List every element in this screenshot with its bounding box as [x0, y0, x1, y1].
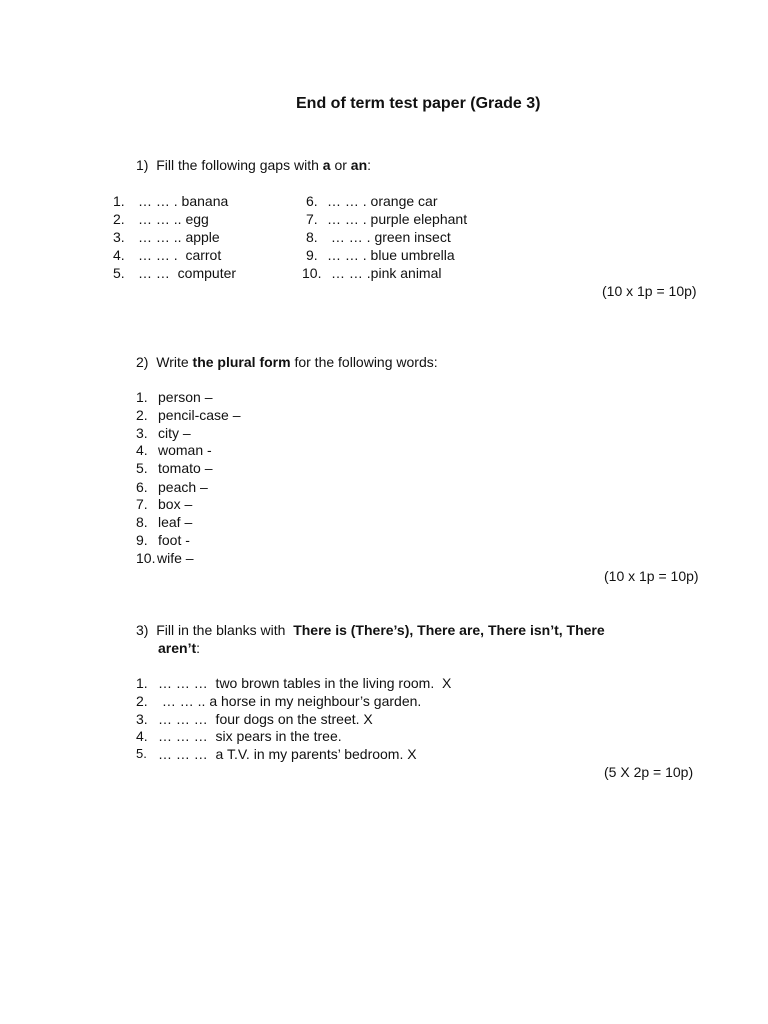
item-text: pencil-case –: [158, 407, 241, 423]
item-text: city –: [158, 425, 191, 441]
item-number: 2.: [113, 211, 125, 227]
exercise-3-instruction-bold-2: aren’t: [158, 640, 197, 656]
exercise-2-instruction-bold: the plural form: [192, 354, 291, 370]
item-text: … … computer: [138, 265, 237, 281]
item-number: 6.: [306, 193, 318, 209]
exercise-1-option-a: a: [322, 157, 331, 173]
item-number: 1.: [113, 193, 125, 209]
item-number: 5.: [136, 460, 148, 476]
list-item: [113, 192, 229, 210]
list-item: [136, 478, 208, 496]
list-item: [136, 710, 373, 728]
item-text: … … .. a horse in my neighbour’s garden.: [158, 693, 422, 709]
item-number: 10.: [302, 265, 322, 281]
item-text: peach –: [158, 479, 208, 495]
exercise-1-instruction-text: Fill the following gaps with: [156, 157, 323, 173]
item-text: … … . green insect: [327, 229, 451, 245]
item-number: 7.: [136, 496, 148, 512]
list-item: [113, 228, 220, 246]
list-item: [136, 441, 212, 459]
item-number: 7.: [306, 211, 318, 227]
exercise-1-option-an: an: [350, 157, 368, 173]
item-text: foot -: [158, 532, 190, 548]
list-item: [113, 210, 209, 228]
item-text: … … . purple elephant: [327, 211, 468, 227]
item-text: … … … two brown tables in the living room. X: [158, 675, 452, 691]
list-item: [136, 674, 452, 692]
item-number: 8.: [306, 229, 318, 245]
item-number: 6.: [136, 479, 148, 495]
item-text: … … . blue umbrella: [327, 247, 455, 263]
list-item: [136, 459, 213, 477]
item-text: … … . carrot: [138, 247, 222, 263]
item-number: 2.: [136, 693, 148, 709]
exercise-1-instruction: [136, 156, 371, 174]
item-text: … … .. apple: [138, 229, 220, 245]
exercise-1-or: or: [330, 157, 351, 173]
list-item: [136, 513, 193, 531]
item-number: 4.: [136, 442, 148, 458]
item-number: 5.: [113, 265, 125, 281]
item-text: … … … six pears in the tree.: [158, 728, 342, 744]
exercise-3-instruction-pre: Fill in the blanks with: [156, 622, 294, 638]
item-number: 2.: [136, 407, 148, 423]
list-item: [136, 745, 417, 763]
list-item: [136, 406, 241, 424]
exercise-1-number: 1): [136, 157, 149, 173]
item-number: 9.: [306, 247, 318, 263]
exercise-1-score: (10 x 1p = 10p): [602, 283, 697, 299]
list-item: [136, 692, 422, 710]
item-text: … … … four dogs on the street. X: [158, 711, 373, 727]
exercise-3-number: 3): [136, 622, 149, 638]
item-number: 4.: [113, 247, 125, 263]
item-text: … … . orange car: [327, 193, 438, 209]
item-number: 5.: [136, 746, 147, 761]
item-number: 9.: [136, 532, 148, 548]
page-title: End of term test paper (Grade 3): [296, 95, 541, 112]
list-item: [306, 246, 455, 264]
list-item: [306, 210, 468, 228]
exercise-2-number: 2): [136, 354, 149, 370]
exercise-3-colon: :: [196, 640, 201, 656]
item-text: person –: [158, 389, 213, 405]
item-number: 3.: [136, 425, 148, 441]
item-text: … … .. egg: [138, 211, 209, 227]
item-text: leaf –: [158, 514, 193, 530]
list-item: [136, 424, 191, 442]
item-number: 4.: [136, 728, 148, 744]
item-number: 1.: [136, 389, 148, 405]
exercise-2-instruction-pre: Write: [156, 354, 193, 370]
list-item: [302, 264, 442, 282]
item-text: wife –: [157, 550, 194, 566]
item-number: 8.: [136, 514, 148, 530]
item-number: 10.: [136, 550, 156, 566]
list-item: [136, 495, 193, 513]
list-item: [113, 264, 237, 282]
item-number: 3.: [136, 711, 148, 727]
item-text: … … . banana: [138, 193, 229, 209]
exercise-2-instruction-post: for the following words:: [290, 354, 438, 370]
item-text: … … … a T.V. in my parents’ bedroom. X: [158, 746, 417, 762]
exercise-1-colon: :: [367, 157, 372, 173]
exercise-3-instruction-continued: [158, 639, 200, 657]
list-item: [306, 228, 451, 246]
list-item: [306, 192, 438, 210]
exercise-2-instruction: [136, 353, 438, 371]
item-number: 1.: [136, 675, 148, 691]
exercise-3-score: (5 X 2p = 10p): [604, 764, 694, 780]
item-text: tomato –: [158, 460, 213, 476]
item-text: … … .pink animal: [331, 265, 442, 281]
list-item: [136, 549, 194, 567]
list-item: [113, 246, 222, 264]
item-number: 3.: [113, 229, 125, 245]
list-item: [136, 727, 342, 745]
item-text: box –: [158, 496, 193, 512]
list-item: [136, 388, 213, 406]
exercise-3-instruction-bold-1: There is (There’s), There are, There isn’t, There: [293, 622, 605, 638]
exercise-2-score: (10 x 1p = 10p): [604, 568, 699, 584]
exercise-3-instruction: [136, 621, 605, 639]
item-text: woman -: [158, 442, 212, 458]
list-item: [136, 531, 190, 549]
